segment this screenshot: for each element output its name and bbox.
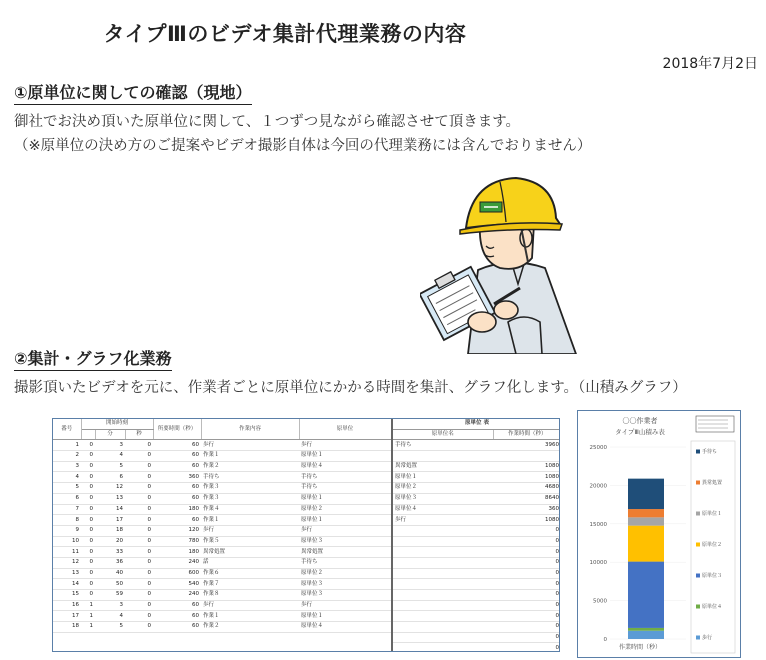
work-time-spreadsheet: [52, 418, 560, 652]
cell-unit[interactable]: 原単位１: [299, 451, 391, 462]
legend-label: 異常処置: [702, 480, 723, 486]
legend-label: 原単位２: [702, 542, 723, 548]
cell-no[interactable]: 12: [53, 557, 81, 568]
cell-task[interactable]: 異常処置: [201, 547, 299, 558]
cell-task[interactable]: 手待ち: [201, 472, 299, 483]
unit-summary-table: [393, 419, 560, 652]
cell-no[interactable]: 15: [53, 590, 81, 601]
cell-unit[interactable]: 歩行: [299, 525, 391, 536]
col-header-duration[interactable]: 所要時間（秒）: [153, 419, 201, 440]
chart-subtitle: タイプⅢ山積み表: [615, 428, 665, 436]
table-row[interactable]: [53, 557, 391, 568]
y-tick-label: 15000: [589, 521, 607, 528]
cell-m[interactable]: 4: [95, 451, 125, 462]
cell-s[interactable]: 0: [125, 622, 153, 633]
table-row[interactable]: [53, 483, 391, 494]
cell-dur[interactable]: 120: [153, 525, 201, 536]
y-tick-label: 5000: [593, 598, 607, 605]
cell-task[interactable]: 作業５: [201, 536, 299, 547]
bar-segment-原単位１: [628, 517, 664, 525]
legend-swatch: [696, 574, 700, 578]
summary-row[interactable]: [393, 504, 560, 515]
summary-row[interactable]: [393, 590, 560, 601]
cell-dur[interactable]: 60: [153, 493, 201, 504]
cell-s[interactable]: 0: [125, 568, 153, 579]
summary-row[interactable]: [393, 622, 560, 633]
cell-m[interactable]: 3: [95, 600, 125, 611]
page-title: タイプⅢのビデオ集計代理業務の内容: [103, 22, 467, 46]
cell-s[interactable]: 0: [125, 504, 153, 515]
cell-m[interactable]: 36: [95, 557, 125, 568]
bar-segment-原単位３: [628, 562, 664, 628]
cell-h[interactable]: 0: [81, 557, 95, 568]
cell-s[interactable]: 0: [125, 536, 153, 547]
cell-unit[interactable]: 原単位４: [299, 622, 391, 633]
legend-label: 原単位４: [702, 604, 723, 610]
cell-unit[interactable]: 原単位３: [299, 579, 391, 590]
cell-m[interactable]: 40: [95, 568, 125, 579]
col-header-hour: [81, 429, 95, 440]
cell-h[interactable]: 1: [81, 600, 95, 611]
summary-cell-time[interactable]: 360: [493, 504, 560, 515]
summary-row[interactable]: [393, 547, 560, 558]
cell-task[interactable]: 作業３: [201, 483, 299, 494]
table-row[interactable]: [53, 451, 391, 462]
legend-swatch: [696, 481, 700, 485]
summary-cell-name[interactable]: [393, 600, 493, 611]
summary-cell-time[interactable]: 0: [493, 632, 560, 643]
summary-cell-name[interactable]: 歩行: [393, 515, 493, 526]
cell-m[interactable]: 14: [95, 504, 125, 515]
cell-no[interactable]: 14: [53, 579, 81, 590]
summary-cell-name[interactable]: [393, 557, 493, 568]
section2-line1: 撮影頂いたビデオを元に、作業者ごとに原単位にかかる時間を集計、グラフ化します。（山積みグラフ）: [14, 380, 687, 396]
cell-s[interactable]: 0: [125, 451, 153, 462]
cell-m[interactable]: 5: [95, 461, 125, 472]
cell-unit[interactable]: 手待ち: [299, 472, 391, 483]
table-row[interactable]: [53, 568, 391, 579]
table-row[interactable]: [53, 547, 391, 558]
section1-heading: ①原単位に関しての確認（現地）: [14, 80, 252, 105]
cell-s[interactable]: 0: [125, 600, 153, 611]
y-tick-label: 10000: [589, 560, 607, 567]
summary-cell-name[interactable]: [393, 568, 493, 579]
summary-cell-time[interactable]: 0: [493, 643, 560, 652]
cell-s[interactable]: 0: [125, 557, 153, 568]
summary-row[interactable]: [393, 461, 560, 472]
summary-cell-name[interactable]: 原単位１: [393, 472, 493, 483]
summary-cell-time[interactable]: 0: [493, 590, 560, 601]
cell-m[interactable]: 3: [95, 440, 125, 451]
cell-m[interactable]: 17: [95, 515, 125, 526]
y-tick-label: 20000: [589, 483, 607, 490]
summary-row[interactable]: [393, 600, 560, 611]
summary-cell-time[interactable]: 0: [493, 600, 560, 611]
bar-segment-原単位４: [628, 628, 664, 631]
summary-cell-name[interactable]: [393, 590, 493, 601]
legend-swatch: [696, 636, 700, 640]
legend-swatch: [696, 512, 700, 516]
summary-cell-time[interactable]: 0: [493, 547, 560, 558]
cell-h[interactable]: 0: [81, 451, 95, 462]
cell-unit[interactable]: 手待ち: [299, 483, 391, 494]
summary-row[interactable]: [393, 536, 560, 547]
col-header-min: 分: [95, 429, 125, 440]
cell-dur[interactable]: 60: [153, 451, 201, 462]
work-log-table: [53, 419, 392, 633]
table-row[interactable]: [53, 440, 391, 451]
cell-task[interactable]: 作業８: [201, 590, 299, 601]
cell-unit[interactable]: 歩行: [299, 600, 391, 611]
cell-dur[interactable]: 360: [153, 472, 201, 483]
summary-row[interactable]: [393, 632, 560, 643]
cell-m[interactable]: 12: [95, 483, 125, 494]
bar-segment-原単位２: [628, 526, 664, 562]
legend-label: 歩行: [702, 635, 713, 641]
legend-swatch: [696, 450, 700, 454]
chart-title: 〇〇作業者: [622, 417, 658, 425]
section2-heading: ②集計・グラフ化業務: [14, 346, 172, 371]
cell-m[interactable]: 13: [95, 493, 125, 504]
cell-task[interactable]: 作業２: [201, 622, 299, 633]
table-row[interactable]: [53, 622, 391, 633]
summary-cell-name[interactable]: [393, 622, 493, 633]
cell-task[interactable]: 作業２: [201, 461, 299, 472]
cell-s[interactable]: 0: [125, 472, 153, 483]
summary-row[interactable]: [393, 568, 560, 579]
cell-m[interactable]: 18: [95, 525, 125, 536]
summary-cell-time[interactable]: 8640: [493, 493, 560, 504]
cell-h[interactable]: 0: [81, 568, 95, 579]
table-row[interactable]: [53, 536, 391, 547]
cell-dur[interactable]: 240: [153, 590, 201, 601]
cell-h[interactable]: 0: [81, 536, 95, 547]
table-row[interactable]: [53, 600, 391, 611]
cell-dur[interactable]: 60: [153, 622, 201, 633]
cell-no[interactable]: 2: [53, 451, 81, 462]
cell-task[interactable]: 歩行: [201, 440, 299, 451]
summary-row[interactable]: [393, 515, 560, 526]
cell-task[interactable]: 作業４: [201, 504, 299, 515]
cell-unit[interactable]: 手待ち: [299, 557, 391, 568]
cell-unit[interactable]: 原単位１: [299, 493, 391, 504]
table-row[interactable]: [53, 579, 391, 590]
cell-h[interactable]: 0: [81, 504, 95, 515]
summary-col-time: 作業時間（秒）: [493, 429, 560, 440]
cell-no[interactable]: 10: [53, 536, 81, 547]
cell-task[interactable]: 作業７: [201, 579, 299, 590]
summary-row[interactable]: [393, 472, 560, 483]
cell-no[interactable]: 13: [53, 568, 81, 579]
cell-no[interactable]: 11: [53, 547, 81, 558]
chart-category-label: 作業時間（秒）: [618, 644, 662, 651]
summary-cell-time[interactable]: 1080: [493, 472, 560, 483]
cell-h[interactable]: 0: [81, 590, 95, 601]
cell-s[interactable]: 0: [125, 525, 153, 536]
summary-cell-name[interactable]: 異常処置: [393, 461, 493, 472]
cell-s[interactable]: 0: [125, 590, 153, 601]
cell-h[interactable]: 0: [81, 461, 95, 472]
cell-dur[interactable]: 240: [153, 557, 201, 568]
cell-dur[interactable]: 60: [153, 483, 201, 494]
cell-task[interactable]: 作業１: [201, 515, 299, 526]
cell-s[interactable]: 0: [125, 547, 153, 558]
cell-h[interactable]: 1: [81, 611, 95, 622]
table-row[interactable]: [53, 515, 391, 526]
table-row[interactable]: [53, 504, 391, 515]
cell-m[interactable]: 20: [95, 536, 125, 547]
summary-cell-name[interactable]: [393, 547, 493, 558]
cell-task[interactable]: 作業６: [201, 568, 299, 579]
summary-row[interactable]: [393, 440, 560, 451]
cell-m[interactable]: 33: [95, 547, 125, 558]
cell-h[interactable]: 0: [81, 483, 95, 494]
legend-label: 原単位１: [702, 511, 723, 517]
summary-cell-name[interactable]: [393, 611, 493, 622]
cell-task[interactable]: 作業３: [201, 493, 299, 504]
col-header-unit[interactable]: 原単位: [299, 419, 391, 440]
legend-swatch: [696, 605, 700, 609]
summary-cell-name[interactable]: [393, 643, 493, 652]
legend-swatch: [696, 543, 700, 547]
cell-dur[interactable]: 60: [153, 611, 201, 622]
summary-cell-time[interactable]: [493, 451, 560, 462]
summary-cell-time[interactable]: 0: [493, 568, 560, 579]
cell-s[interactable]: 0: [125, 579, 153, 590]
cell-dur[interactable]: 180: [153, 504, 201, 515]
table-row[interactable]: [53, 472, 391, 483]
summary-row[interactable]: [393, 525, 560, 536]
cell-h[interactable]: 0: [81, 579, 95, 590]
summary-row[interactable]: [393, 451, 560, 462]
cell-h[interactable]: 0: [81, 515, 95, 526]
cell-m[interactable]: 50: [95, 579, 125, 590]
cell-no[interactable]: 8: [53, 515, 81, 526]
summary-cell-time[interactable]: 1080: [493, 515, 560, 526]
cell-s[interactable]: 0: [125, 611, 153, 622]
worker-with-clipboard-illustration: [420, 172, 580, 354]
summary-cell-time[interactable]: 4680: [493, 483, 560, 494]
summary-cell-name[interactable]: [393, 632, 493, 643]
stacked-bar-chart: [577, 410, 741, 658]
cell-task[interactable]: 作業１: [201, 451, 299, 462]
cell-s[interactable]: 0: [125, 515, 153, 526]
cell-dur[interactable]: 60: [153, 461, 201, 472]
cell-no[interactable]: 3: [53, 461, 81, 472]
summary-row[interactable]: [393, 557, 560, 568]
summary-cell-time[interactable]: 3960: [493, 440, 560, 451]
summary-cell-name[interactable]: [393, 525, 493, 536]
cell-no[interactable]: 17: [53, 611, 81, 622]
table-row[interactable]: [53, 493, 391, 504]
summary-cell-name[interactable]: 手待ち: [393, 440, 493, 451]
cell-s[interactable]: 0: [125, 461, 153, 472]
col-header-no: 番号: [53, 419, 81, 440]
cell-dur[interactable]: 60: [153, 440, 201, 451]
cell-task[interactable]: 作業１: [201, 611, 299, 622]
cell-dur[interactable]: 60: [153, 515, 201, 526]
cell-task[interactable]: 歩行: [201, 600, 299, 611]
y-tick-label: 25000: [589, 445, 607, 451]
cell-unit[interactable]: 原単位１: [299, 611, 391, 622]
col-header-task[interactable]: 作業内容: [201, 419, 299, 440]
table-row[interactable]: [53, 525, 391, 536]
summary-cell-name[interactable]: 原単位４: [393, 504, 493, 515]
cell-no[interactable]: 4: [53, 472, 81, 483]
chart-svg: [578, 411, 740, 657]
cell-unit[interactable]: 異常処置: [299, 547, 391, 558]
summary-cell-time[interactable]: 0: [493, 622, 560, 633]
cell-no[interactable]: 6: [53, 493, 81, 504]
cell-dur[interactable]: 180: [153, 547, 201, 558]
col-header-sec: 秒: [125, 429, 153, 440]
y-tick-label: 0: [603, 637, 607, 643]
summary-cell-name[interactable]: 原単位３: [393, 493, 493, 504]
cell-unit[interactable]: 原単位３: [299, 536, 391, 547]
table-row[interactable]: [53, 590, 391, 601]
cell-m[interactable]: 4: [95, 611, 125, 622]
section1-line1: 御社でお決め頂いた原単位に関して、１つずつ見ながら確認させて頂きます。: [14, 114, 521, 130]
cell-unit[interactable]: 原単位４: [299, 461, 391, 472]
table-row[interactable]: [53, 461, 391, 472]
cell-no[interactable]: 5: [53, 483, 81, 494]
legend-label: 原単位３: [702, 573, 723, 579]
summary-col-name: 原単位名: [393, 429, 493, 440]
cell-unit[interactable]: 原単位２: [299, 504, 391, 515]
cell-unit[interactable]: 原単位１: [299, 515, 391, 526]
cell-dur[interactable]: 780: [153, 536, 201, 547]
cell-unit[interactable]: 原単位３: [299, 590, 391, 601]
document-date: 2018年7月2日: [662, 56, 758, 72]
bar-segment-異常処置: [628, 509, 664, 517]
cell-no[interactable]: 9: [53, 525, 81, 536]
cell-no[interactable]: 1: [53, 440, 81, 451]
cell-s[interactable]: 0: [125, 440, 153, 451]
cell-no[interactable]: 18: [53, 622, 81, 633]
bar-segment-歩行: [628, 631, 664, 639]
cell-s[interactable]: 0: [125, 493, 153, 504]
cell-m[interactable]: 5: [95, 622, 125, 633]
cell-task[interactable]: 話: [201, 557, 299, 568]
summary-row[interactable]: [393, 643, 560, 652]
summary-cell-name[interactable]: [393, 536, 493, 547]
summary-title: 原単位 表: [393, 419, 560, 429]
cell-h[interactable]: 0: [81, 547, 95, 558]
cell-no[interactable]: 7: [53, 504, 81, 515]
cell-h[interactable]: 0: [81, 493, 95, 504]
cell-unit[interactable]: 原単位２: [299, 568, 391, 579]
cell-no[interactable]: 16: [53, 600, 81, 611]
cell-h[interactable]: 0: [81, 525, 95, 536]
legend-label: 手待ち: [702, 449, 718, 455]
summary-cell-name[interactable]: 原単位２: [393, 483, 493, 494]
cell-m[interactable]: 59: [95, 590, 125, 601]
cell-h[interactable]: 0: [81, 472, 95, 483]
summary-cell-time[interactable]: 0: [493, 536, 560, 547]
summary-row[interactable]: [393, 493, 560, 504]
cell-h[interactable]: 1: [81, 622, 95, 633]
summary-cell-time[interactable]: 0: [493, 611, 560, 622]
summary-cell-time[interactable]: 1080: [493, 461, 560, 472]
cell-unit[interactable]: 歩行: [299, 440, 391, 451]
cell-task[interactable]: 歩行: [201, 525, 299, 536]
summary-cell-name[interactable]: [393, 451, 493, 462]
summary-cell-time[interactable]: 0: [493, 525, 560, 536]
summary-cell-time[interactable]: 0: [493, 579, 560, 590]
col-header-start[interactable]: 開始時刻: [81, 419, 153, 429]
cell-m[interactable]: 6: [95, 472, 125, 483]
summary-row[interactable]: [393, 483, 560, 494]
summary-row[interactable]: [393, 611, 560, 622]
summary-row[interactable]: [393, 579, 560, 590]
bar-segment-手待ち: [628, 479, 664, 509]
cell-h[interactable]: 0: [81, 440, 95, 451]
summary-cell-time[interactable]: 0: [493, 557, 560, 568]
cell-s[interactable]: 0: [125, 483, 153, 494]
cell-dur[interactable]: 540: [153, 579, 201, 590]
section1-line2: （※原単位の決め方のご提案やビデオ撮影自体は今回の代理業務には含んでおりません）: [14, 138, 592, 154]
table-row[interactable]: [53, 611, 391, 622]
summary-cell-name[interactable]: [393, 579, 493, 590]
cell-dur[interactable]: 600: [153, 568, 201, 579]
cell-dur[interactable]: 60: [153, 600, 201, 611]
